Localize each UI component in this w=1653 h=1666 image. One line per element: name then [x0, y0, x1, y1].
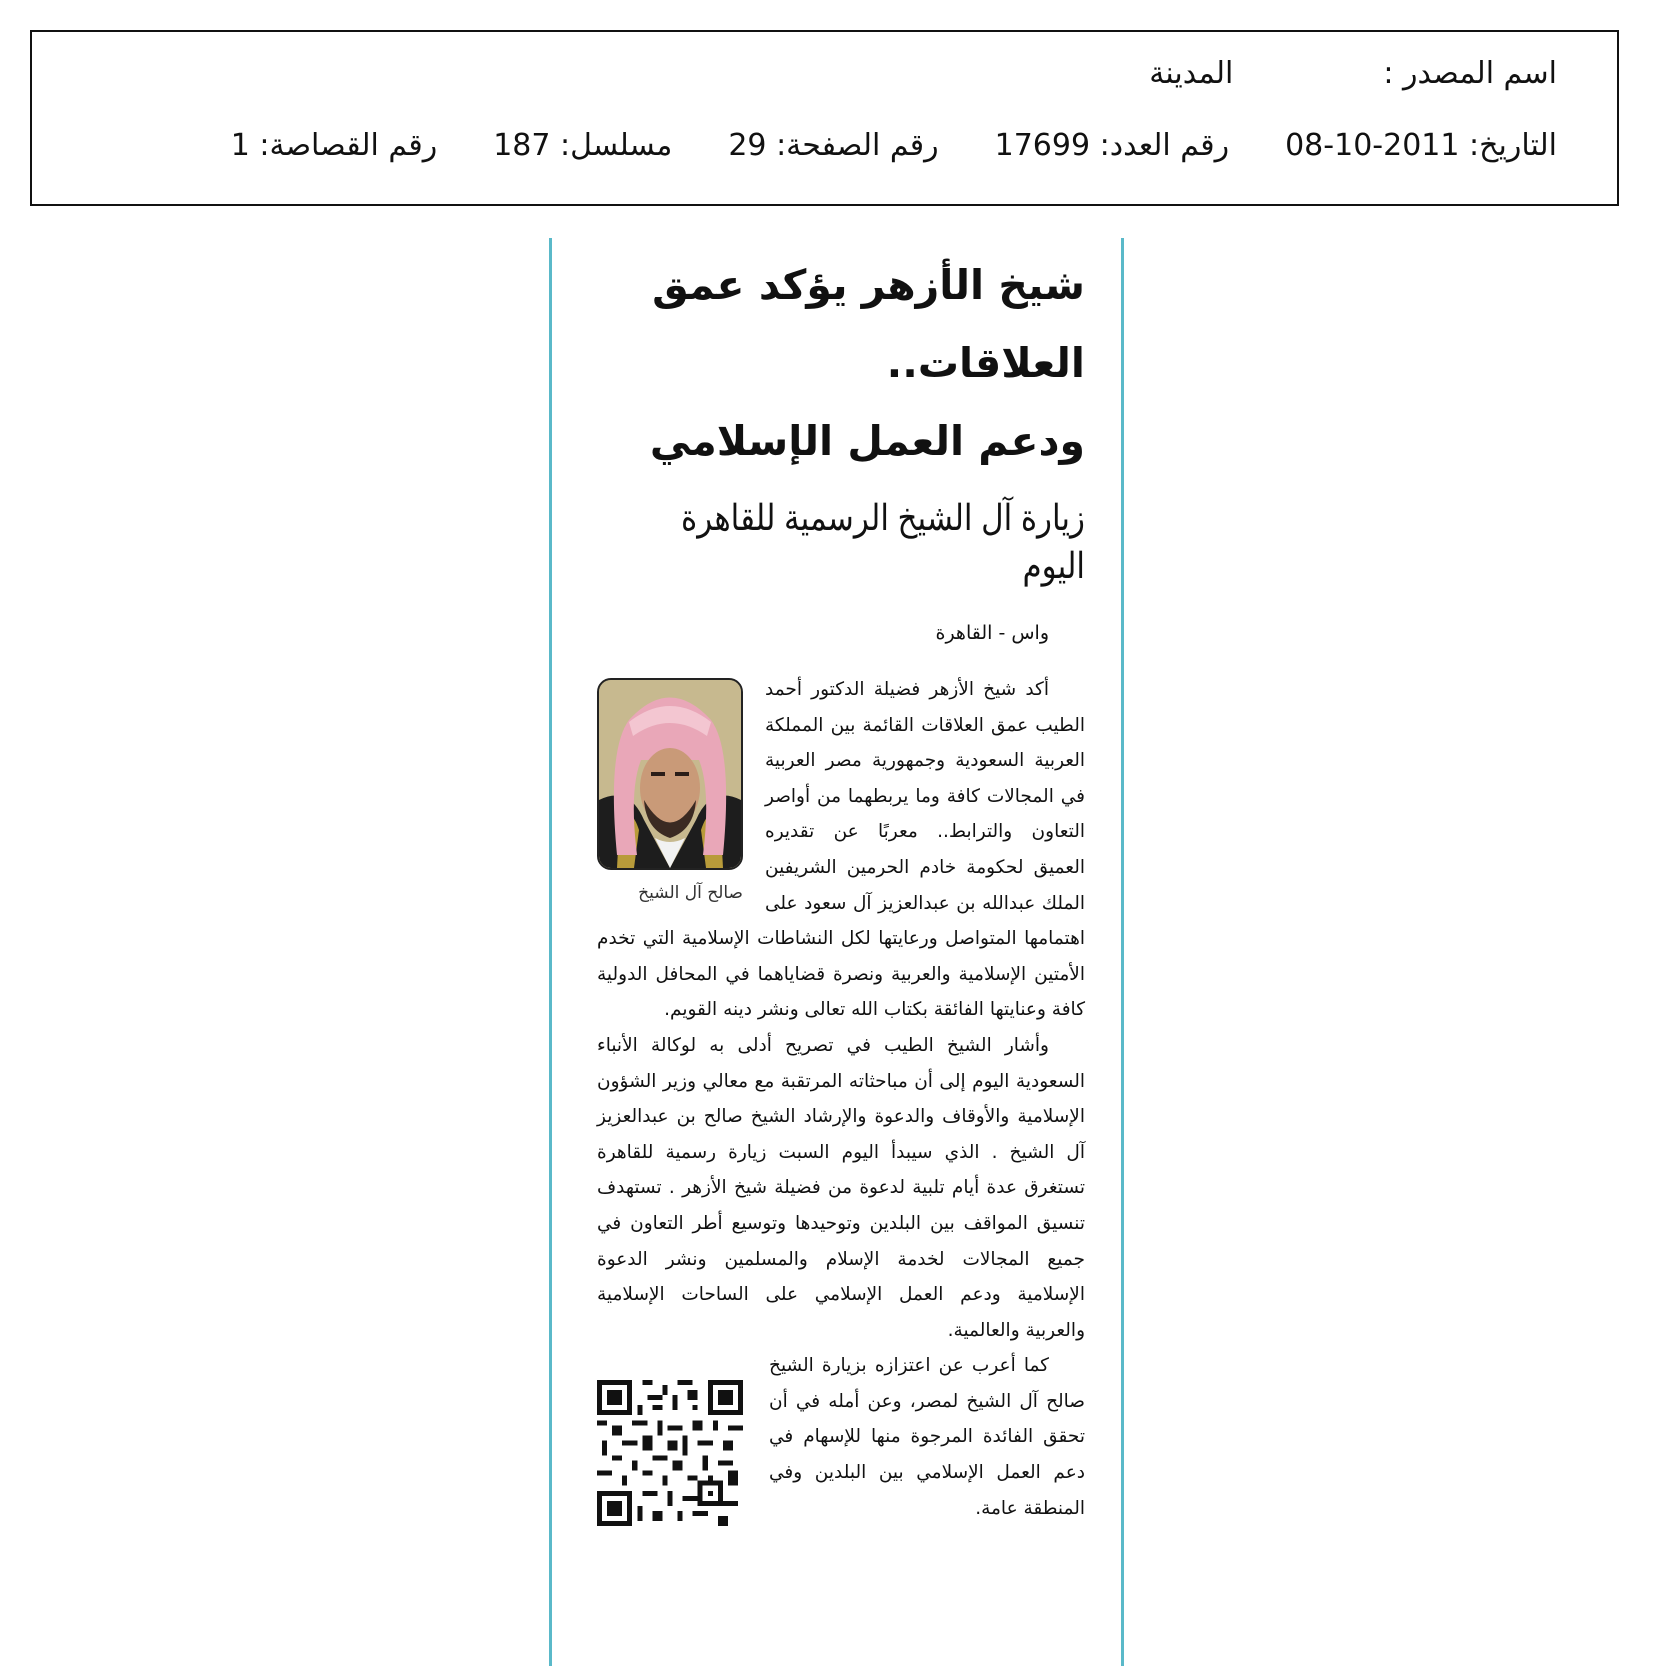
subheadline: زيارة آل الشيخ الرسمية للقاهرة اليوم [681, 497, 1085, 586]
paragraph-3-text: كما أعرب عن اعتزازه بزيارة الشيخ صالح آل الشيخ لمصر، وعن أمله في أن تحقق الفائدة المرجوة منها للإسهام في دعم العمل الإسلامي بين البلدين وفي المنطقة عامة. [769, 1355, 1085, 1519]
date-field: التاريخ: 2011-10-08 [1285, 128, 1557, 163]
issue-number-field: رقم العدد: 17699 [994, 128, 1230, 163]
portrait-illustration [599, 680, 741, 868]
article-body [597, 672, 1085, 1526]
newspaper-clipping [549, 238, 1124, 1666]
portrait-figure [597, 678, 743, 906]
issue-details-row [231, 126, 1557, 166]
page-number-field: رقم الصفحة: 29 [728, 128, 939, 163]
source-value: المدينة [1149, 56, 1234, 91]
paragraph-2-text: وأشار الشيخ الطيب في تصريح أدلى به لوكالة الأنباء السعودية اليوم إلى أن مباحثاته المرتقبة مع معالي وزير الشؤون الإسلامية والأوقاف والدعوة والإرشاد الشيخ صالح بن عبدالعزيز آل الشيخ . الذي سيبدأ اليوم السبت زيارة رسمية للقاهرة تستغرق عدة أيام تلبية لدعوة من فضيلة شيخ الأزهر . تستهدف تنسيق المواقف بين البلدين وتوحيدها وتوسيع أطر التعاون في جميع المجالات لخدمة الإسلام والمسلمين ونشر الدعوة الإسلامية ودعم العمل الإسلامي على الساحات الإسلامية والعربية والعالمية. [597, 1034, 1085, 1341]
headline [597, 238, 1085, 480]
photo-caption: صالح آل الشيخ [638, 883, 743, 903]
portrait-photo [597, 678, 743, 870]
paragraph-2 [597, 1028, 1085, 1348]
paragraph-1-text: أكد شيخ الأزهر فضيلة الدكتور أحمد الطيب عمق العلاقات القائمة بين المملكة العربية السعودية وجمهورية مصر العربية في المجالات كافة وما يربطهما من أواصر التعاون والترابط.. معربًا عن تقديره العميق لحكومة خادم الحرمين الشريفين الملك عبدالله بن عبدالعزيز آل سعود على اهتمامها المتواصل ورعايتها لكل النشاطات الإسلامية التي تخدم الأمتين الإسلامية والعربية ونصرة قضاياهما في المحافل الدولية كافة وعنايتها الفائقة بكتاب الله تعالى ونشر دينه القويم. [597, 679, 1085, 1021]
clip-number-field: رقم القصاصة: 1 [230, 128, 438, 163]
serial-field: مسلسل: 187 [493, 128, 673, 163]
qr-code-graphic [597, 1380, 743, 1526]
headline-line-2: ودعم العمل الإسلامي [649, 417, 1085, 465]
headline-line-1: شيخ الأزهر يؤكد عمق العلاقات.. [652, 261, 1085, 387]
byline: واس - القاهرة [935, 622, 1049, 644]
source-label: اسم المصدر : [1383, 56, 1557, 91]
source-info-box [30, 30, 1619, 206]
article [597, 238, 1085, 1526]
source-row [1149, 54, 1557, 94]
qr-code-icon [597, 1380, 743, 1526]
